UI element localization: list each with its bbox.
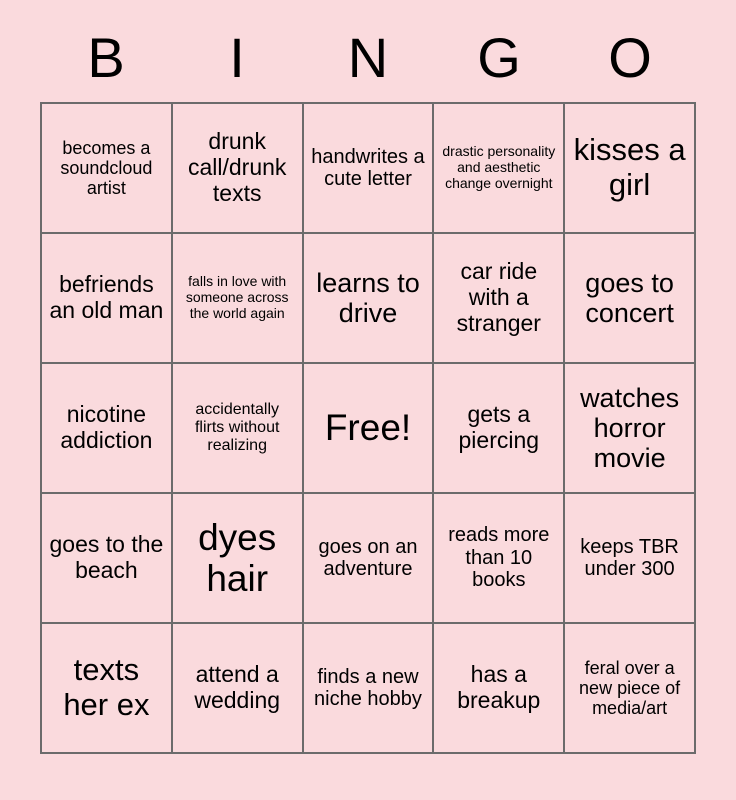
header-letter-n: N: [347, 26, 389, 89]
bingo-cell[interactable]: falls in love with someone across the world again: [173, 234, 304, 364]
header-letter-o: O: [608, 26, 652, 89]
bingo-cell[interactable]: handwrites a cute letter: [304, 104, 435, 234]
bingo-cell[interactable]: watches horror movie: [565, 364, 696, 494]
bingo-cell[interactable]: accidentally flirts without realizing: [173, 364, 304, 494]
bingo-cell-free[interactable]: Free!: [304, 364, 435, 494]
bingo-header: [40, 26, 696, 89]
bingo-cell[interactable]: dyes hair: [173, 494, 304, 624]
header-letter-i: I: [229, 26, 245, 89]
bingo-cell[interactable]: drunk call/drunk texts: [173, 104, 304, 234]
bingo-cell[interactable]: attend a wedding: [173, 624, 304, 754]
bingo-cell[interactable]: reads more than 10 books: [434, 494, 565, 624]
bingo-cell[interactable]: car ride with a stranger: [434, 234, 565, 364]
bingo-cell[interactable]: nicotine addiction: [42, 364, 173, 494]
bingo-cell[interactable]: goes to the beach: [42, 494, 173, 624]
bingo-cell[interactable]: finds a new niche hobby: [304, 624, 435, 754]
bingo-cell[interactable]: texts her ex: [42, 624, 173, 754]
bingo-cell[interactable]: drastic personality and aesthetic change overnight: [434, 104, 565, 234]
bingo-grid: [40, 102, 696, 754]
bingo-cell[interactable]: befriends an old man: [42, 234, 173, 364]
bingo-cell[interactable]: has a breakup: [434, 624, 565, 754]
bingo-cell[interactable]: learns to drive: [304, 234, 435, 364]
bingo-cell[interactable]: goes to concert: [565, 234, 696, 364]
bingo-cell[interactable]: keeps TBR under 300: [565, 494, 696, 624]
bingo-cell[interactable]: goes on an adventure: [304, 494, 435, 624]
bingo-cell[interactable]: becomes a soundcloud artist: [42, 104, 173, 234]
header-letter-b: B: [87, 26, 125, 89]
bingo-cell[interactable]: kisses a girl: [565, 104, 696, 234]
bingo-cell[interactable]: feral over a new piece of media/art: [565, 624, 696, 754]
bingo-cell[interactable]: gets a piercing: [434, 364, 565, 494]
header-letter-g: G: [477, 26, 521, 89]
